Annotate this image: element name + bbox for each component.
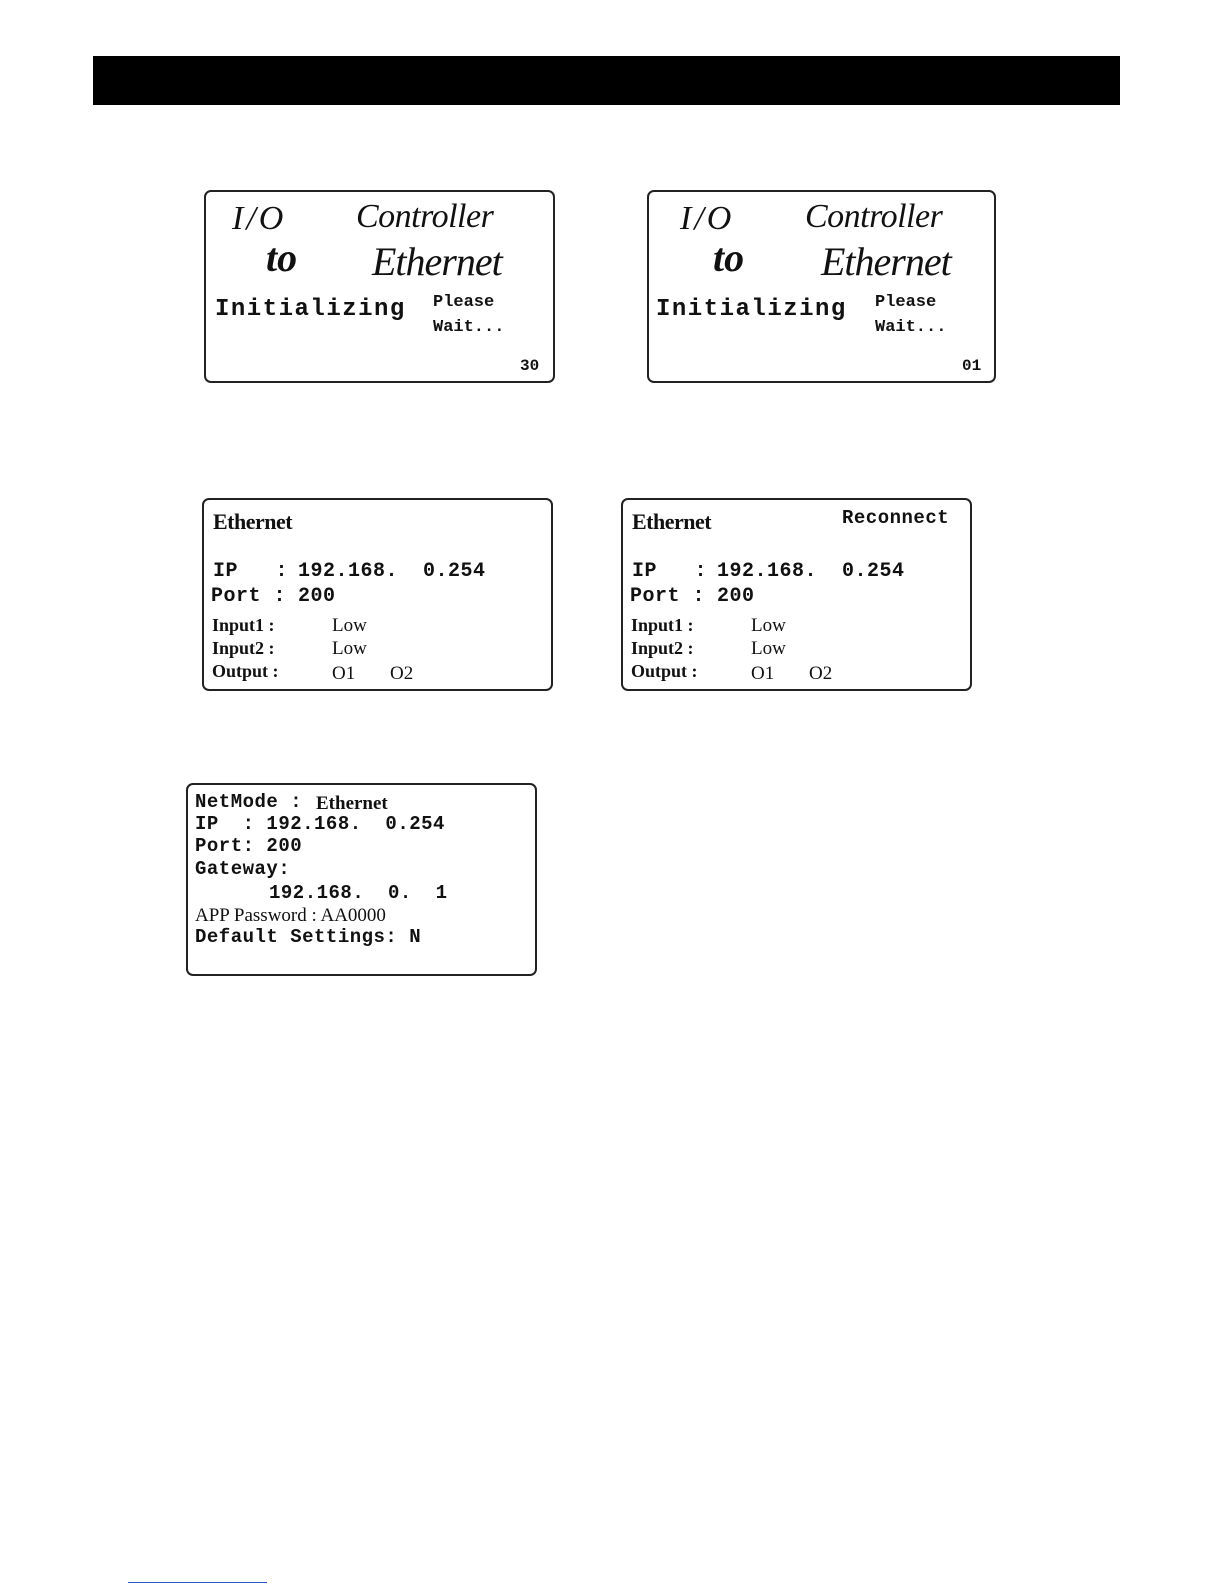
splash-title-ethernet: Ethernet xyxy=(372,239,502,284)
splash-title-io: I/O xyxy=(680,200,735,237)
eth-screen-title: Ethernet xyxy=(213,509,293,534)
eth-output-value-1: O1 xyxy=(332,663,356,684)
lcd-splash-screen-1 xyxy=(204,190,555,383)
splash-status: Initializing xyxy=(656,296,847,323)
eth-input1-value: Low xyxy=(751,615,786,636)
eth-ip-label: IP : xyxy=(632,560,708,583)
eth-ip-label: IP : xyxy=(213,560,289,583)
splash-countdown: 01 xyxy=(962,357,982,375)
settings-netmode-value: Ethernet xyxy=(316,793,388,814)
settings-gateway-label: Gateway: xyxy=(195,858,291,880)
splash-wait-line-2: Wait... xyxy=(875,318,947,337)
eth-input2-label: Input2 : xyxy=(212,638,275,658)
settings-port-line: Port: 200 xyxy=(195,835,303,857)
eth-output-value-2: O2 xyxy=(390,663,414,684)
eth-output-label: Output : xyxy=(212,661,279,681)
footer-link-underline xyxy=(128,1582,267,1583)
eth-input1-label: Input1 : xyxy=(631,615,694,635)
splash-title-controller: Controller xyxy=(805,198,943,235)
splash-title-to: to xyxy=(266,235,298,280)
eth-input1-label: Input1 : xyxy=(212,615,275,635)
eth-input2-value: Low xyxy=(332,638,367,659)
splash-wait-line-2: Wait... xyxy=(433,318,505,337)
eth-port-value: 200 xyxy=(717,585,755,608)
eth-output-value-1: O1 xyxy=(751,663,775,684)
settings-gateway-value: 192.168. 0. 1 xyxy=(269,882,448,904)
eth-input2-value: Low xyxy=(751,638,786,659)
splash-title-io: I/O xyxy=(232,200,287,237)
settings-netmode-label: NetMode : xyxy=(195,791,303,813)
splash-countdown: 30 xyxy=(520,357,540,375)
eth-output-label: Output : xyxy=(631,661,698,681)
eth-input2-label: Input2 : xyxy=(631,638,694,658)
eth-ip-value: 192.168. 0.254 xyxy=(298,560,486,583)
eth-ip-value: 192.168. 0.254 xyxy=(717,560,905,583)
eth-reconnect-badge: Reconnect xyxy=(842,507,950,529)
section-header-bar xyxy=(93,56,1120,105)
settings-app-password-line: APP Password : AA0000 xyxy=(195,905,386,926)
settings-ip-line: IP : 192.168. 0.254 xyxy=(195,813,445,835)
eth-port-label: Port : xyxy=(211,585,287,608)
eth-screen-title: Ethernet xyxy=(632,509,712,534)
splash-title-ethernet: Ethernet xyxy=(821,239,951,284)
splash-title-controller: Controller xyxy=(356,198,494,235)
lcd-settings-screen xyxy=(186,783,537,976)
splash-wait-line-1: Please xyxy=(433,293,495,312)
eth-input1-value: Low xyxy=(332,615,367,636)
eth-port-label: Port : xyxy=(630,585,706,608)
splash-title-to: to xyxy=(713,235,745,280)
lcd-splash-screen-2 xyxy=(647,190,996,383)
lcd-ethernet-status-1 xyxy=(202,498,553,691)
settings-default-line: Default Settings: N xyxy=(195,926,422,948)
splash-status: Initializing xyxy=(215,296,406,323)
splash-wait-line-1: Please xyxy=(875,293,937,312)
eth-port-value: 200 xyxy=(298,585,336,608)
eth-output-value-2: O2 xyxy=(809,663,833,684)
lcd-ethernet-status-2 xyxy=(621,498,972,691)
